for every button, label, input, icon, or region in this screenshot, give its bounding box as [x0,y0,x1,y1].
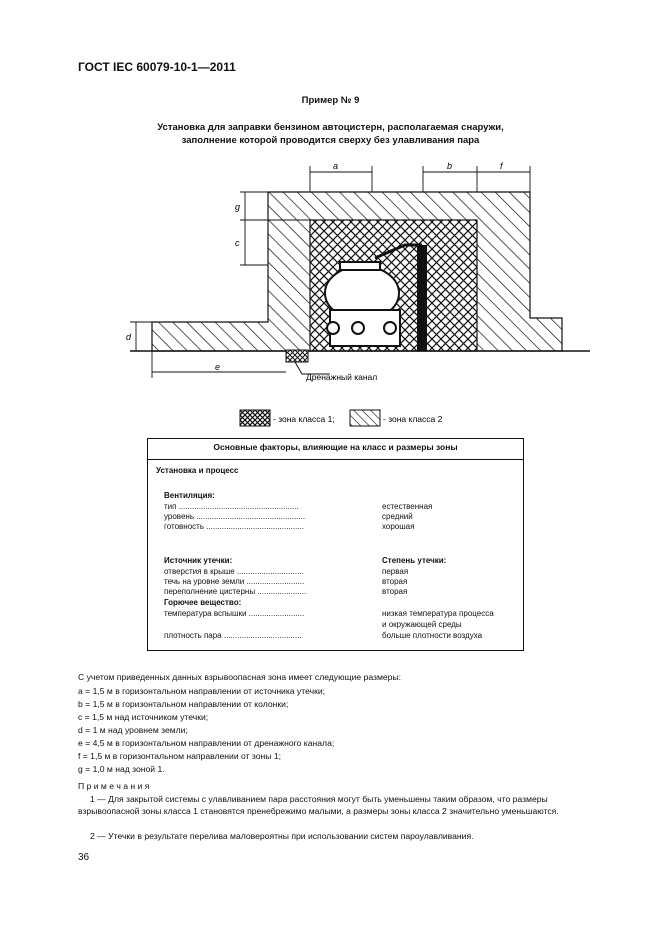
tanker-truck [325,262,400,346]
note-2: 2 — Утечки в результате перелива маловероятны при использовании систем пароулавливания. [90,831,474,841]
factors-divider [148,459,523,460]
leak-ground-label: течь на уровне земли .......................... [164,577,305,586]
zone-diagram [0,150,661,420]
example-title-line-1: Установка для заправки бензином автоцистерн, располагаемая снаружи, [157,122,504,133]
ventilation-availability-label: готовность ............................................ [164,522,305,531]
flash-point-value: низкая температура процесса [382,609,494,618]
leak-source-heading: Источник утечки: [164,556,233,565]
drain-channel [286,350,308,362]
legend-zone-1-label: - зона класса 1; [273,414,335,424]
document-code: ГОСТ IEC 60079-10-1—2011 [78,60,236,74]
factors-title: Основные факторы, влияющие на класс и размеры зоны [213,442,458,452]
substance-heading: Горючее вещество: [164,598,242,607]
legend-zone-2-swatch [350,410,380,426]
dim-d-label: d [126,332,132,342]
leak-ground-value: вторая [382,577,408,586]
dimension-a: a = 1,5 м в горизонтальном направлении от источника утечки; [78,686,326,696]
leak-roof-label: отверстия в крыше .............................. [164,567,304,576]
example-number: Пример № 9 [301,95,360,106]
leak-overflow-label: переполнение цистерны ...................... [164,587,307,596]
dim-g-label: g [235,202,241,212]
leak-overflow-value: вторая [382,587,408,596]
page-number: 36 [78,852,90,863]
flash-point-label: температура вспышки ......................... [164,609,305,618]
example-title [0,121,661,147]
dimensions-intro: С учетом приведенных данных взрывоопасная зона имеет следующие размеры: [78,672,402,682]
ventilation-availability-value: хорошая [382,522,415,531]
note-1: 1 — Для закрытой системы с улавливанием пара расстояния могут быть уменьшены таким образом, что размеры взрывоопасной зоны класса 1 становятся пренебрежимо малыми, а размеры зоны класса 2 значительно уменьшаются. [78,794,559,816]
ventilation-level-label: уровень ................................................. [164,512,306,521]
dimension-f: f = 1,5 м в горизонтальном направлении от зоны 1; [78,751,282,761]
dimension-b: b = 1,5 м в горизонтальном направлении от колонки; [78,699,289,709]
ventilation-type-label: тип ...................................................... [164,502,299,511]
vapour-density-value: больше плотности воздуха [382,631,483,640]
vapour-density-label: плотность пара ................................... [164,631,302,640]
factors-box [147,438,524,651]
leak-roof-value: первая [382,567,409,576]
dispenser-column [417,245,427,351]
ventilation-heading: Вентиляция: [164,491,215,500]
dimension-c: c = 1,5 м над источником утечки; [78,712,209,722]
notes-heading: П р и м е ч а н и я [78,781,150,791]
dim-c-label: c [235,238,240,248]
legend-zone-1-swatch [240,410,270,426]
ventilation-level-value: средний [382,512,413,521]
dim-f-label: f [500,161,503,171]
ventilation-type-value: естественная [382,502,433,511]
flash-point-value-2: и окружающей среды [382,620,462,629]
installation-heading: Установка и процесс [156,466,239,475]
legend-zone-2-label: - зона класса 2 [383,414,443,424]
dim-e-label: e [215,362,221,372]
drain-channel-label: Дренажный канал [306,372,378,382]
dimension-d: d = 1 м над уровнем земли; [78,725,188,735]
leak-degree-heading: Степень утечки: [382,556,447,565]
dim-a-label: a [333,161,339,171]
dimension-e: e = 4,5 м в горизонтальном направлении от дренажного канала; [78,738,335,748]
dimension-g: g = 1,0 м над зоной 1. [78,764,165,774]
dim-b-label: b [447,161,453,171]
legend [0,405,661,435]
example-title-line-2: заполнение которой проводится сверху без улавливания пара [181,135,480,146]
